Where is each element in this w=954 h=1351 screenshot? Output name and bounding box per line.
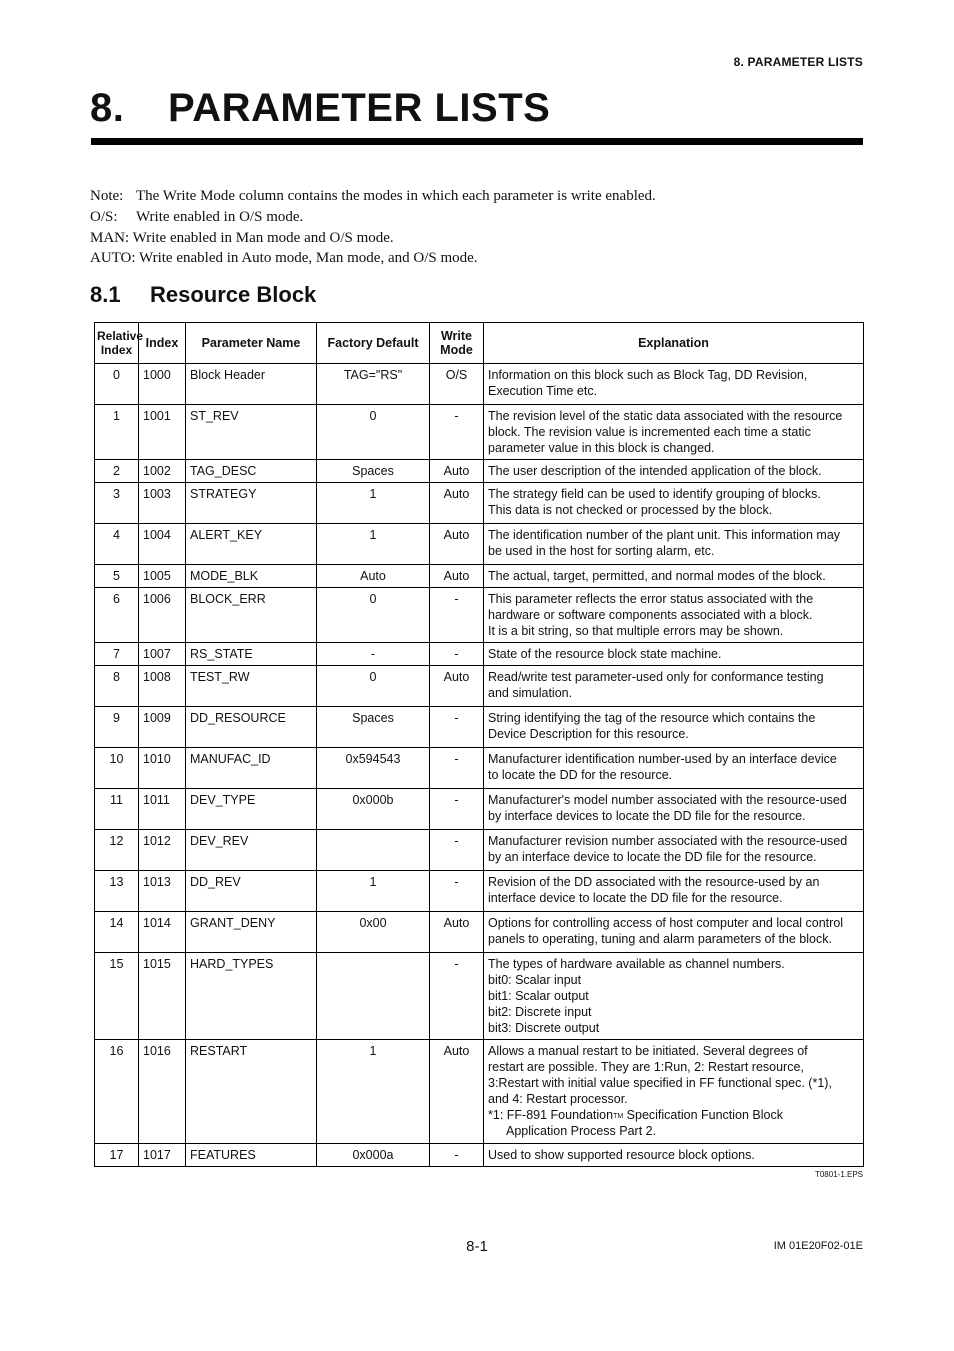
parameter-name-cell: HARD_TYPES [186,953,317,1040]
index-cell: 1007 [139,643,186,666]
index-cell: 1015 [139,953,186,1040]
parameter-name-cell: Block Header [186,364,317,405]
factory-default-cell: Spaces [317,460,430,483]
relative-index-cell: 15 [95,953,139,1040]
index-cell: 1000 [139,364,186,405]
write-mode-cell: - [430,707,484,748]
table-row [95,789,864,830]
table-row [95,405,864,460]
relative-index-cell: 1 [95,405,139,460]
relative-index-cell: 10 [95,748,139,789]
factory-default-cell: - [317,643,430,666]
section-title-text: Resource Block [150,282,317,307]
explanation-cell [484,953,864,1040]
parameter-name-cell: MODE_BLK [186,565,317,588]
explanation-cell [484,871,864,912]
header-write-mode: Write Mode [430,323,484,364]
write-mode-cell: - [430,830,484,871]
table-header-row [95,323,864,364]
factory-default-cell: 0 [317,405,430,460]
parameter-name-cell: DEV_TYPE [186,789,317,830]
parameter-name-cell: RESTART [186,1040,317,1144]
explanation-cell [484,666,864,707]
note-line [90,207,656,228]
explanation-cell [484,460,864,483]
explanation-text: Manufacturer's model number associated with the resource-used by interface devices to locate the DD file for the resource. [488,793,847,823]
explanation-text: Information on this block such as Block Tag, DD Revision, Execution Time etc. [488,368,808,398]
explanation-cell [484,830,864,871]
relative-index-cell: 7 [95,643,139,666]
write-mode-cell: Auto [430,565,484,588]
relative-index-cell: 9 [95,707,139,748]
explanation-text: State of the resource block state machine. [488,647,722,661]
relative-index-cell: 5 [95,565,139,588]
factory-default-cell [317,830,430,871]
factory-default-cell: TAG="RS" [317,364,430,405]
relative-index-cell: 3 [95,483,139,524]
explanation-cell [484,483,864,524]
explanation-cell [484,1144,864,1167]
write-mode-notes [90,186,656,269]
parameter-name-cell: ALERT_KEY [186,524,317,565]
factory-default-cell: 0x000b [317,789,430,830]
footnote-prefix: *1: FF-891 Foundation [488,1108,614,1122]
write-mode-cell: - [430,1144,484,1167]
explanation-cell [484,789,864,830]
title-rule [91,138,863,145]
section-title [90,282,316,308]
footnote-line2: Application Process Part 2. [506,1124,657,1138]
table-row [95,460,864,483]
chapter-number: 8. [90,86,125,130]
note-line [90,228,656,249]
factory-default-cell: 1 [317,871,430,912]
parameter-name-cell: DD_RESOURCE [186,707,317,748]
factory-default-cell: 0 [317,588,430,643]
explanation-text: Options for controlling access of host computer and local control panels to operating, tuning and alarm parameters of the block. [488,916,844,946]
running-head: 8. PARAMETER LISTS [733,55,863,69]
explanation-text: This parameter reflects the error status associated with the hardware or software components associated with a block. It is a bit string, so that multiple errors may be shown. [488,592,814,638]
explanation-text: Manufacturer revision number associated with the resource-used by an interface device to locate the DD file for the resource. [488,834,848,864]
explanation-cell [484,364,864,405]
table-row [95,643,864,666]
note-text: Write enabled in Man mode and O/S mode. [132,229,394,246]
note-line [90,248,656,269]
note-text: Write enabled in Auto mode, Man mode, and O/S mode. [139,250,478,267]
explanation-text: Used to show supported resource block options. [488,1148,755,1162]
explanation-text: String identifying the tag of the resource which contains the Device Description for this resource. [488,711,816,741]
relative-index-cell: 2 [95,460,139,483]
factory-default-cell [317,953,430,1040]
write-mode-cell: - [430,953,484,1040]
explanation-cell [484,707,864,748]
explanation-cell [484,1040,864,1144]
relative-index-cell: 13 [95,871,139,912]
index-cell: 1016 [139,1040,186,1144]
note-label: O/S: [90,208,118,225]
table-row [95,588,864,643]
write-mode-cell: Auto [430,1040,484,1144]
explanation-text: The revision level of the static data associated with the resource block. The revision value is incremented each time a static parameter value in this block is changed. [488,409,843,455]
explanation-cell [484,588,864,643]
index-cell: 1006 [139,588,186,643]
explanation-text: Allows a manual restart to be initiated. Several degrees of restart are possible. They are 1:Run, 2: Restart resource, 3:Restart with initial value specified in FF functional spec. (*1), and 4: Restart processor. [488,1044,832,1106]
explanation-text: Manufacturer identification number-used by an interface device to locate the DD for the resource. [488,752,837,782]
index-cell: 1001 [139,405,186,460]
explanation-cell [484,912,864,953]
explanation-cell [484,405,864,460]
index-cell: 1013 [139,871,186,912]
parameter-name-cell: GRANT_DENY [186,912,317,953]
note-text: The Write Mode column contains the modes in which each parameter is write enabled. [136,188,656,204]
write-mode-cell: Auto [430,912,484,953]
table-row [95,483,864,524]
write-mode-cell: - [430,748,484,789]
index-cell: 1010 [139,748,186,789]
table-row [95,524,864,565]
write-mode-cell: Auto [430,460,484,483]
resource-block-parameter-table [94,322,864,1167]
explanation-cell [484,643,864,666]
write-mode-cell: Auto [430,524,484,565]
explanation-text: The user description of the intended application of the block. [488,464,822,478]
parameter-name-cell: STRATEGY [186,483,317,524]
index-cell: 1004 [139,524,186,565]
parameter-name-cell: DEV_REV [186,830,317,871]
explanation-text: The identification number of the plant unit. This information may be used in the host for sorting alarm, etc. [488,528,841,558]
table-row [95,1040,864,1144]
header-index: Index [139,323,186,364]
table-row [95,565,864,588]
note-label: MAN: [90,229,130,246]
relative-index-cell: 14 [95,912,139,953]
relative-index-cell: 11 [95,789,139,830]
write-mode-cell: - [430,588,484,643]
relative-index-cell: 17 [95,1144,139,1167]
index-cell: 1005 [139,565,186,588]
factory-default-cell: Auto [317,565,430,588]
index-cell: 1011 [139,789,186,830]
explanation-text: The actual, target, permitted, and normal modes of the block. [488,569,826,583]
table-row [95,666,864,707]
parameter-name-cell: TAG_DESC [186,460,317,483]
index-cell: 1002 [139,460,186,483]
explanation-text: The strategy field can be used to identify grouping of blocks. This data is not checked or processed by the block. [488,487,821,517]
header-parameter-name: Parameter Name [186,323,317,364]
table-row [95,364,864,405]
index-cell: 1014 [139,912,186,953]
explanation-cell [484,565,864,588]
factory-default-cell: 1 [317,1040,430,1144]
parameter-name-cell: TEST_RW [186,666,317,707]
parameter-name-cell: RS_STATE [186,643,317,666]
relative-index-cell: 12 [95,830,139,871]
index-cell: 1008 [139,666,186,707]
parameter-name-cell: FEATURES [186,1144,317,1167]
explanation-text: Read/write test parameter-used only for conformance testing and simulation. [488,670,824,700]
note-label: Note: [90,188,124,204]
write-mode-cell: - [430,643,484,666]
table-row [95,1144,864,1167]
table-row [95,953,864,1040]
page-number: 8-1 [466,1238,488,1255]
index-cell: 1003 [139,483,186,524]
figure-code: T0801-1.EPS [814,1170,863,1179]
parameter-name-cell: MANUFAC_ID [186,748,317,789]
factory-default-cell: 1 [317,524,430,565]
header-factory-default: Factory Default [317,323,430,364]
trademark-mark: TM [613,1113,624,1120]
write-mode-cell: - [430,871,484,912]
explanation-text: The types of hardware available as channel numbers. bit0: Scalar input bit1: Scalar output bit2: Discrete input bit3: Discrete output [488,957,785,1035]
relative-index-cell: 0 [95,364,139,405]
write-mode-cell: - [430,789,484,830]
explanation-text: Revision of the DD associated with the resource-used by an interface device to locate the DD file for the resource. [488,875,820,905]
relative-index-cell: 8 [95,666,139,707]
parameter-name-cell: ST_REV [186,405,317,460]
note-label: AUTO: [90,250,136,267]
factory-default-cell: 0x00 [317,912,430,953]
explanation-cell [484,524,864,565]
table-row [95,707,864,748]
parameter-name-cell: DD_REV [186,871,317,912]
factory-default-cell: 1 [317,483,430,524]
note-line [90,186,656,207]
factory-default-cell: 0x000a [317,1144,430,1167]
index-cell: 1012 [139,830,186,871]
note-text: Write enabled in O/S mode. [136,208,304,225]
write-mode-cell: O/S [430,364,484,405]
parameter-name-cell: BLOCK_ERR [186,588,317,643]
write-mode-cell: - [430,405,484,460]
table-row [95,748,864,789]
factory-default-cell: Spaces [317,707,430,748]
table-row [95,871,864,912]
factory-default-cell: 0 [317,666,430,707]
table-row [95,830,864,871]
factory-default-cell: 0x594543 [317,748,430,789]
relative-index-cell: 16 [95,1040,139,1144]
section-number: 8.1 [90,282,121,307]
header-relative-index: Relative Index [95,323,139,364]
chapter-title-text: PARAMETER LISTS [168,86,551,130]
relative-index-cell: 6 [95,588,139,643]
document-number: IM 01E20F02-01E [773,1240,863,1252]
write-mode-cell: Auto [430,666,484,707]
explanation-cell [484,748,864,789]
relative-index-cell: 4 [95,524,139,565]
chapter-title [90,86,550,131]
index-cell: 1017 [139,1144,186,1167]
header-explanation: Explanation [484,323,864,364]
write-mode-cell: Auto [430,483,484,524]
index-cell: 1009 [139,707,186,748]
restart-footnote [488,1107,859,1139]
footnote-suffix: Specification Function Block [623,1108,783,1122]
table-row [95,912,864,953]
